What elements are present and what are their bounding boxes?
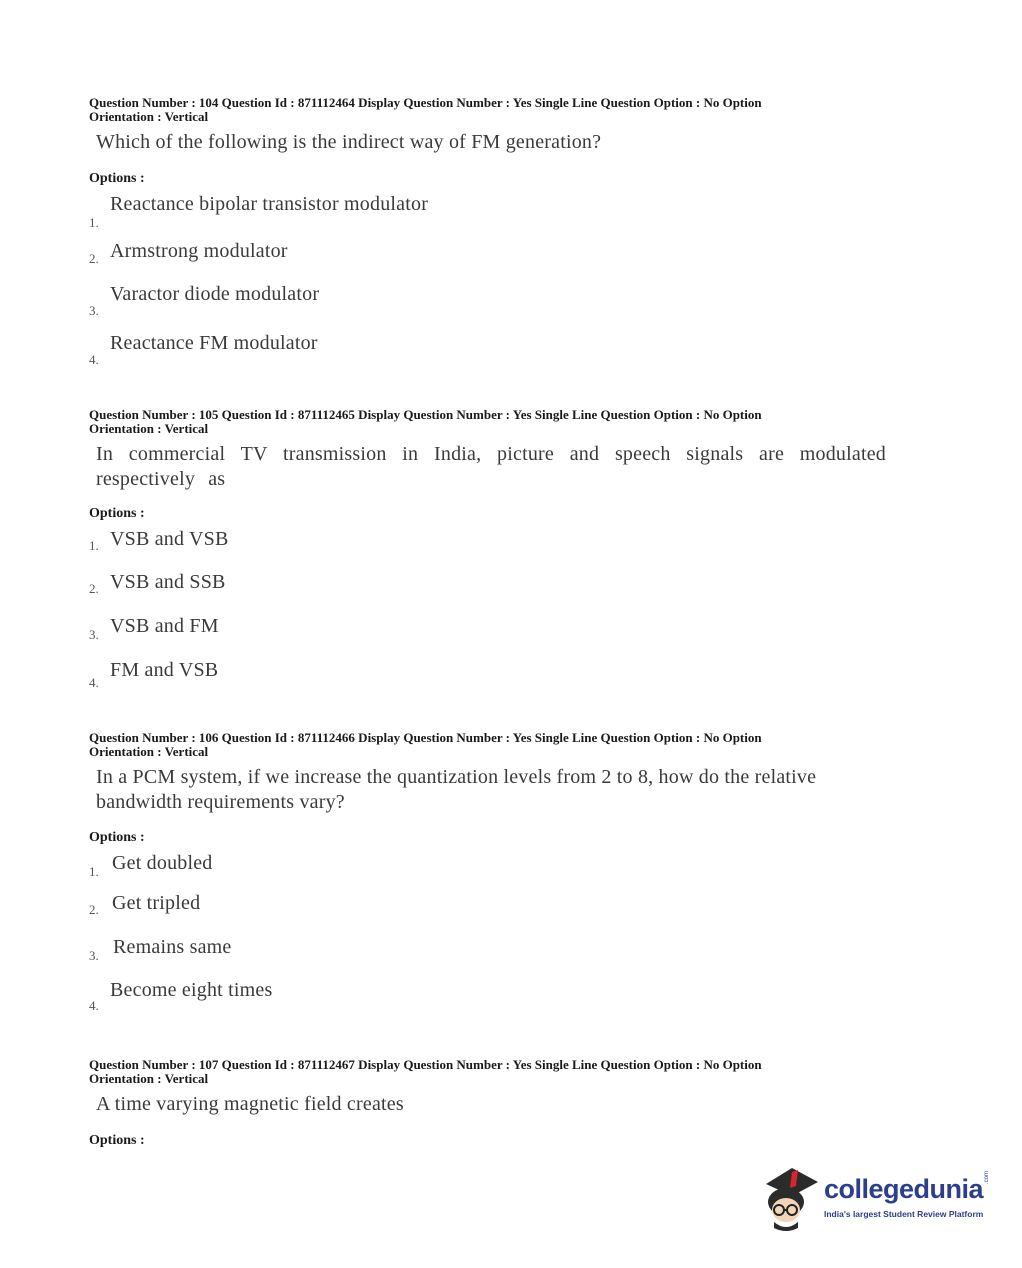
option-item	[89, 528, 889, 571]
question-meta	[89, 408, 889, 436]
option-text: FM and VSB	[110, 659, 219, 681]
option-text: VSB and VSB	[110, 528, 229, 550]
option-item	[89, 571, 889, 615]
option-number: 1.	[89, 215, 99, 230]
option-item	[89, 240, 889, 283]
question-meta	[89, 731, 889, 759]
logo-dotcom: .com	[984, 1170, 990, 1184]
option-item	[89, 659, 889, 704]
options-label: Options :	[89, 1133, 145, 1148]
question-meta-line1: Question Number : 107 Question Id : 871112467 Display Question Number : Yes Single Line Question Option : No Option	[89, 1057, 762, 1072]
option-number: 3.	[89, 303, 99, 318]
question-106	[89, 731, 889, 1024]
question-meta	[89, 96, 889, 124]
question-meta-line1: Question Number : 105 Question Id : 871112465 Display Question Number : Yes Single Line Question Option : No Option	[89, 407, 762, 422]
question-text: In a PCM system, if we increase the quantization levels from 2 to 8, how do the relative bandwidth requirements vary?	[96, 766, 817, 813]
option-number: 4.	[89, 675, 99, 690]
option-text: VSB and SSB	[110, 571, 226, 593]
question-meta-line2: Orientation : Vertical	[89, 109, 209, 124]
option-number: 2.	[89, 251, 99, 266]
option-number: 4.	[89, 998, 99, 1013]
option-item	[89, 979, 889, 1024]
option-number: 1.	[89, 864, 99, 879]
mascot-icon	[762, 1162, 822, 1234]
option-text: Reactance bipolar transistor modulator	[110, 193, 429, 215]
question-104	[89, 96, 889, 377]
options-list	[89, 193, 889, 377]
option-text: Armstrong modulator	[110, 240, 288, 262]
question-meta-line2: Orientation : Vertical	[89, 744, 209, 759]
logo-tagline: India's largest Student Review Platform	[824, 1209, 984, 1219]
collegedunia-logo	[762, 1162, 992, 1234]
option-number: 3.	[89, 948, 99, 963]
option-text: Varactor diode modulator	[110, 283, 320, 305]
option-item	[89, 892, 889, 936]
option-item	[89, 615, 889, 659]
question-107	[89, 1058, 889, 1149]
question-meta-line1: Question Number : 106 Question Id : 871112466 Display Question Number : Yes Single Line Question Option : No Option	[89, 730, 762, 745]
option-item	[89, 852, 889, 892]
logo-wordmark: collegedunia	[824, 1174, 984, 1204]
option-text: Become eight times	[110, 979, 273, 1001]
question-meta-line2: Orientation : Vertical	[89, 1071, 209, 1086]
option-item	[89, 332, 889, 377]
question-meta-line2: Orientation : Vertical	[89, 421, 209, 436]
question-text: In commercial TV transmission in India, picture and speech signals are modulated respectively as	[96, 443, 886, 490]
question-text: Which of the following is the indirect way of FM generation?	[96, 131, 602, 153]
options-label: Options :	[89, 830, 145, 845]
option-text: Remains same	[113, 936, 232, 958]
options-label: Options :	[89, 506, 145, 521]
question-meta-line1: Question Number : 104 Question Id : 871112464 Display Question Number : Yes Single Line Question Option : No Option	[89, 95, 762, 110]
question-meta	[89, 1058, 889, 1086]
question-105	[89, 408, 889, 704]
option-number: 3.	[89, 627, 99, 642]
option-text: Get tripled	[112, 892, 201, 914]
option-number: 1.	[89, 538, 99, 553]
question-text: A time varying magnetic field creates	[96, 1093, 404, 1115]
option-number: 2.	[89, 581, 99, 596]
option-text: Get doubled	[112, 852, 213, 874]
option-item	[89, 936, 889, 979]
options-label: Options :	[89, 171, 145, 186]
option-text: Reactance FM modulator	[110, 332, 318, 354]
options-list	[89, 528, 889, 704]
options-list	[89, 852, 889, 1024]
option-number: 2.	[89, 902, 99, 917]
option-number: 4.	[89, 352, 99, 367]
option-item	[89, 193, 889, 240]
option-text: VSB and FM	[110, 615, 219, 637]
option-item	[89, 283, 889, 332]
